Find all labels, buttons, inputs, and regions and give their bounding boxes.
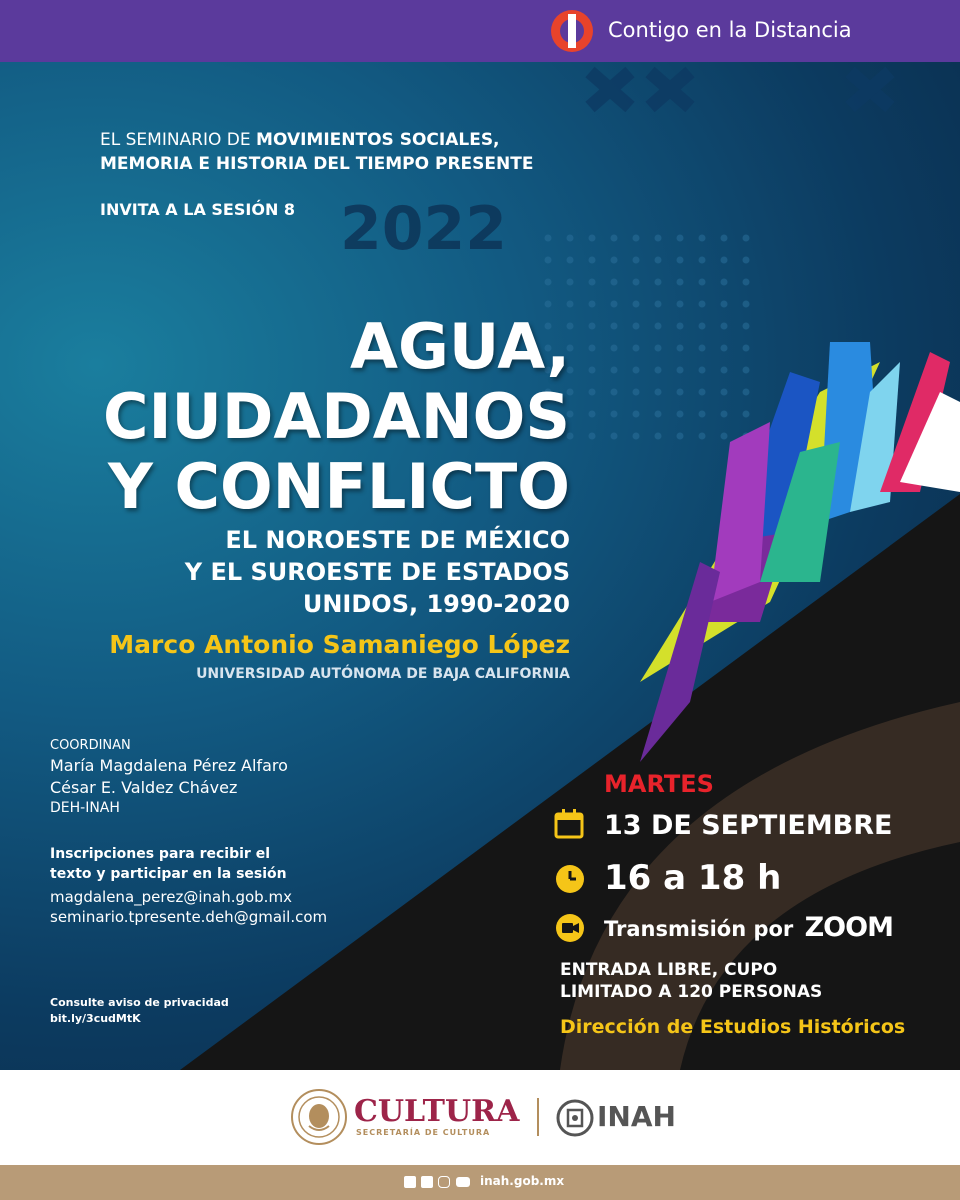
website-link[interactable]: inah.gob.mx [480, 1174, 565, 1188]
coordinator-org: DEH-INAH [50, 800, 120, 816]
session-label: INVITA A LA SESIÓN 8 [100, 200, 296, 219]
event-day: MARTES [604, 770, 714, 798]
privacy-link[interactable]: bit.ly/3cudMtK [50, 1012, 141, 1025]
privacy-label: Consulte aviso de privacidad [50, 996, 229, 1009]
calendar-icon [554, 808, 586, 840]
registration-line-2: texto y participar en la sesión [50, 866, 287, 882]
youtube-icon[interactable] [456, 1177, 470, 1187]
main-area [0, 62, 960, 1070]
inah-logo-text: INAH [597, 1100, 676, 1133]
clock-icon [555, 864, 585, 894]
entry-line-2: LIMITADO A 120 PERSONAS [560, 982, 823, 1002]
speaker-affiliation: UNIVERSIDAD AUTÓNOMA DE BAJA CALIFORNIA [196, 666, 570, 682]
subtitle-line-2: Y EL SUROESTE DE ESTADOS [184, 558, 570, 586]
subtitle-line-3: UNIDOS, 1990-2020 [302, 590, 570, 618]
contigo-logo-text: Contigo en la Distancia [608, 18, 852, 42]
subtitle-line-1: EL NOROESTE DE MÉXICO [225, 526, 570, 554]
registration-email-2[interactable]: seminario.tpresente.deh@gmail.com [50, 908, 328, 926]
organizer: Dirección de Estudios Históricos [560, 1016, 906, 1038]
entry-line-1: ENTRADA LIBRE, CUPO [560, 960, 778, 980]
coordinator-2: César E. Valdez Chávez [50, 778, 238, 797]
inah-logo-icon [556, 1098, 594, 1138]
title-line-1: AGUA, [350, 310, 570, 383]
coordinator-1: María Magdalena Pérez Alfaro [50, 756, 288, 775]
zoom-logo: ZOOM [804, 912, 893, 943]
event-transmission [604, 912, 893, 943]
title-line-3: Y CONFLICTO [107, 450, 570, 523]
top-bar [0, 0, 960, 62]
registration-email-1[interactable]: magdalena_perez@inah.gob.mx [50, 888, 292, 906]
speaker-name: Marco Antonio Samaniego López [109, 630, 570, 659]
cultura-logo-text: CULTURA [354, 1094, 520, 1129]
event-time: 16 a 18 h [604, 858, 782, 898]
cultura-subtitle: SECRETARÍA DE CULTURA [356, 1128, 491, 1137]
transmission-label: Transmisión por [604, 917, 794, 941]
mexico-seal-icon [290, 1088, 348, 1146]
bottom-bar [0, 1165, 960, 1200]
facebook-icon[interactable] [404, 1176, 416, 1188]
contigo-logo-icon [544, 8, 600, 54]
twitter-icon[interactable] [421, 1176, 433, 1188]
intro-line-1 [100, 130, 500, 150]
coordinators-label: COORDINAN [50, 738, 131, 753]
instagram-icon[interactable] [438, 1176, 450, 1188]
intro-bold: MOVIMIENTOS SOCIALES, [256, 130, 500, 150]
intro-line-2: MEMORIA E HISTORIA DEL TIEMPO PRESENTE [100, 154, 534, 174]
footer-divider [537, 1098, 539, 1136]
intro-prefix: EL SEMINARIO DE [100, 130, 257, 150]
registration-line-1: Inscripciones para recibir el [50, 846, 271, 862]
title-line-2: CIUDADANOS [102, 380, 570, 453]
year-watermark: 2022 [340, 194, 507, 264]
video-camera-icon [555, 913, 585, 943]
event-date: 13 DE SEPTIEMBRE [604, 810, 893, 841]
footer [0, 1070, 960, 1165]
